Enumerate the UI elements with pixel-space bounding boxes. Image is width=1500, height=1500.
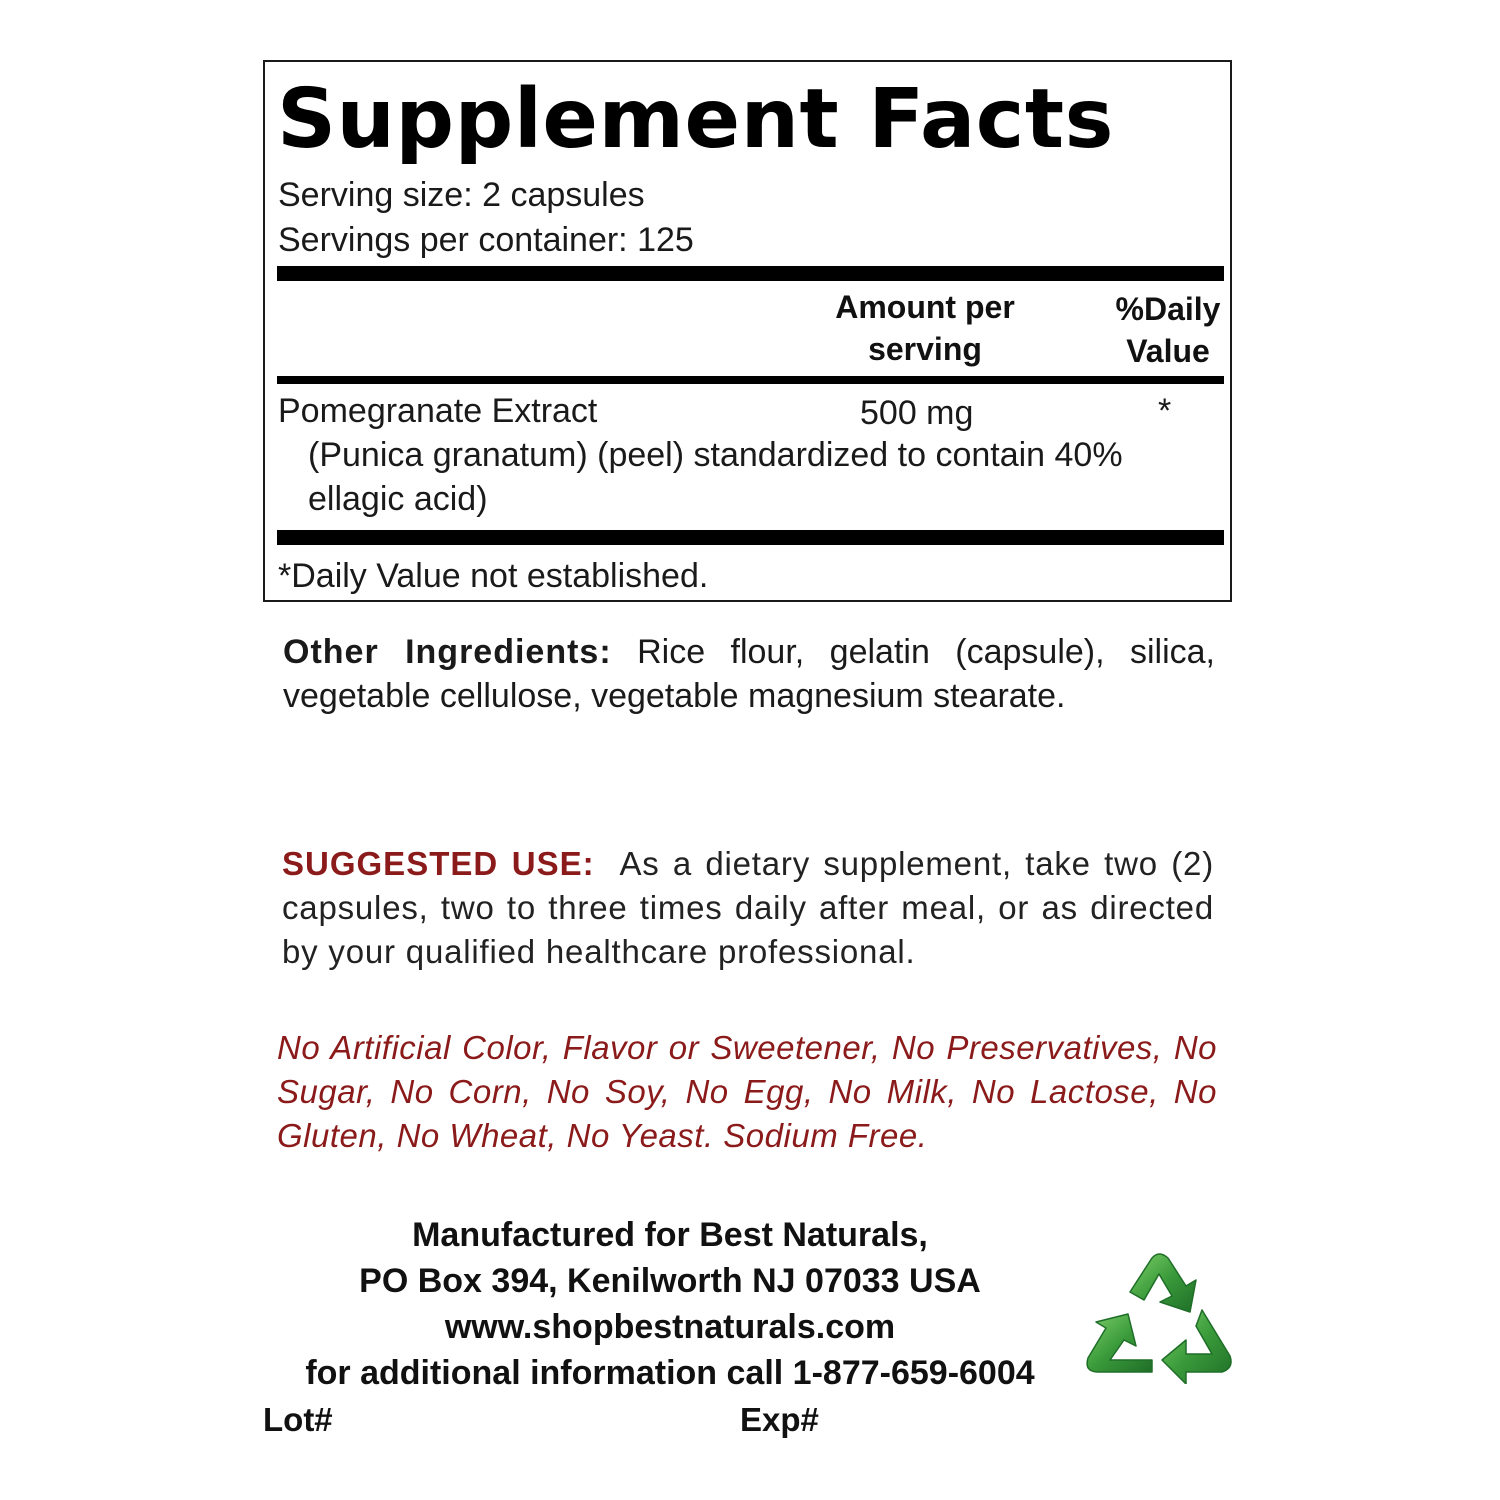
thick-divider bbox=[277, 266, 1224, 281]
amount-per-serving-header bbox=[805, 286, 1045, 370]
suggested-use-label: SUGGESTED USE: bbox=[282, 845, 595, 882]
exp-label: Exp# bbox=[740, 1401, 819, 1438]
suggested-use bbox=[282, 842, 1214, 974]
manufacturer-info bbox=[265, 1212, 1075, 1396]
manufacturer-website: www.shopbestnaturals.com bbox=[444, 1308, 896, 1346]
manufacturer-phone: for additional information call 1-877-659-6004 bbox=[305, 1354, 1035, 1392]
dv-header-line2: Value bbox=[1126, 333, 1210, 369]
ingredient-amount: 500 mg bbox=[860, 394, 974, 432]
manufacturer-address: PO Box 394, Kenilworth NJ 07033 USA bbox=[359, 1262, 981, 1300]
recycle-icon bbox=[1082, 1252, 1236, 1384]
other-ingredients bbox=[283, 630, 1215, 718]
footer-divider bbox=[277, 530, 1224, 545]
ingredient-detail-line2: ellagic acid) bbox=[308, 480, 488, 518]
suggested-use-text: As a dietary supplement, take two (2) capsules, two to three times daily after meal, or as directed by your qualified healthcare professional. bbox=[282, 845, 1214, 970]
daily-value-header bbox=[1103, 288, 1233, 372]
ingredient-detail-line1: (Punica granatum) (peel) standardized to contain 40% bbox=[308, 436, 1123, 474]
dv-header-line1: %Daily bbox=[1115, 291, 1221, 327]
other-ingredients-label: Other Ingredients: bbox=[283, 633, 612, 671]
amount-header-line2: serving bbox=[868, 331, 982, 367]
ingredient-name: Pomegranate Extract bbox=[278, 392, 598, 430]
manufacturer-line1: Manufactured for Best Naturals, bbox=[412, 1216, 928, 1254]
serving-size: Serving size: 2 capsules bbox=[278, 176, 645, 214]
supplement-facts-panel bbox=[263, 60, 1232, 602]
free-from-statement: No Artificial Color, Flavor or Sweetener, No Preservatives, No Sugar, No Corn, No Soy, No Egg, No Milk, No Lactose, No Gluten, No Wheat, No Yeast. Sodium Free. bbox=[277, 1029, 1217, 1154]
other-ingredients-text: Rice flour, gelatin (capsule), silica, vegetable cellulose, vegetable magnesium stearate. bbox=[283, 633, 1215, 715]
facts-title: Supplement Facts bbox=[277, 72, 1114, 167]
daily-value-footnote: *Daily Value not established. bbox=[278, 557, 709, 595]
amount-header-line1: Amount per bbox=[835, 289, 1015, 325]
header-divider bbox=[277, 376, 1224, 384]
servings-per-container: Servings per container: 125 bbox=[278, 221, 694, 259]
lot-label: Lot# bbox=[263, 1401, 333, 1438]
ingredient-daily-value: * bbox=[1158, 392, 1172, 430]
